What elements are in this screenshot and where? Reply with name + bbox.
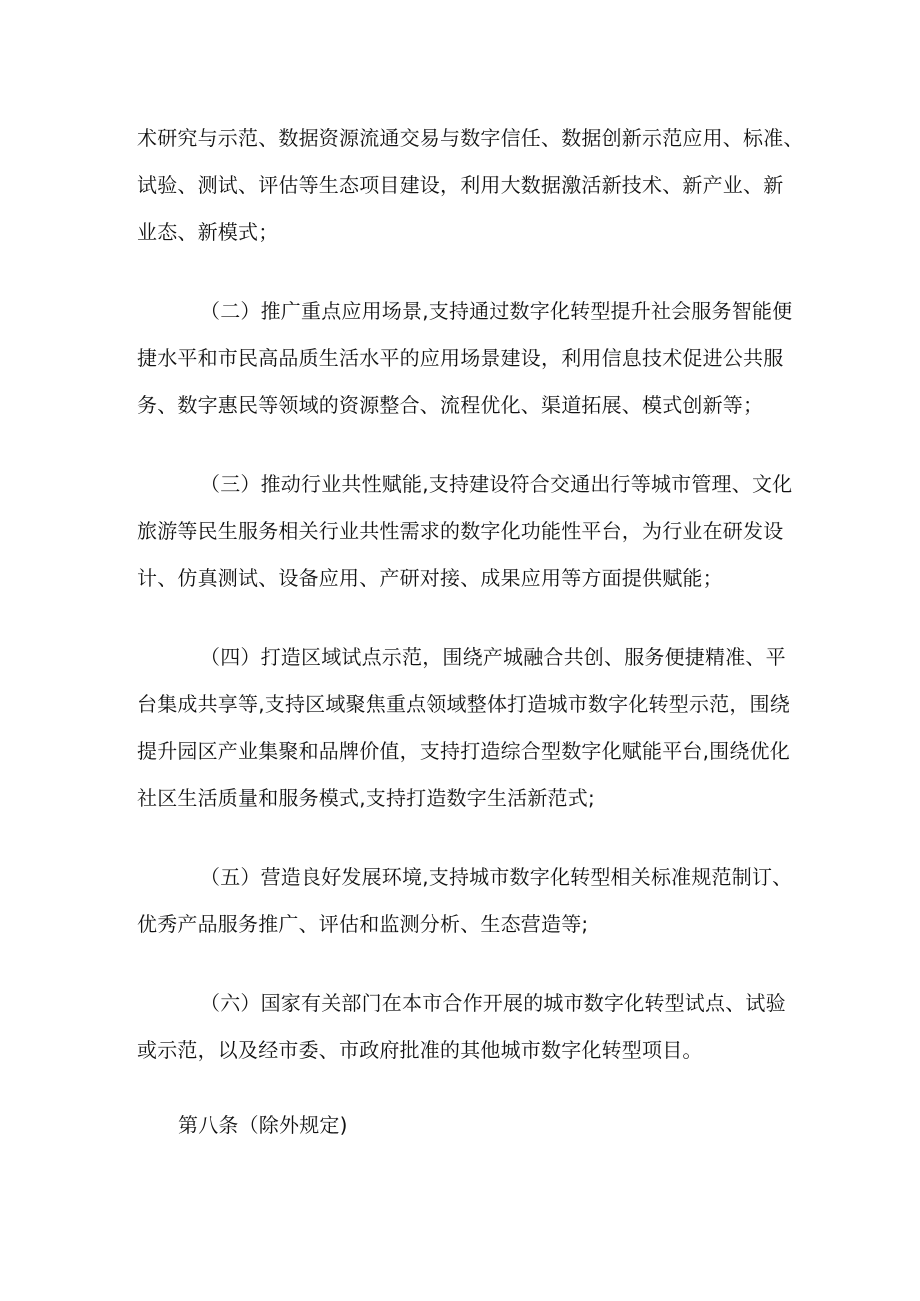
paragraph-line: 计、仿真测试、设备应用、产研对接、成果应用等方面提供赋能； xyxy=(137,566,723,590)
paragraph-line: 或示范，以及经市委、市政府批准的其他城市数字化转型项目。 xyxy=(137,1038,703,1062)
paragraph-line: 社区生活质量和服务模式,支持打造数字生活新范式; xyxy=(137,786,595,810)
paragraph-line: 优秀产品服务推广、评估和监测分析、生态营造等; xyxy=(137,912,589,936)
paragraph-line: 术研究与示范、数据资源流通交易与数字信任、数据创新示范应用、标准、 xyxy=(137,126,804,150)
article-heading: 第八条（除外规定) xyxy=(178,1113,348,1137)
paragraph-line: （六）国家有关部门在本市合作开展的城市数字化转型试点、试验 xyxy=(200,991,786,1015)
paragraph-line: （四）打造区域试点示范，围绕产城融合共创、服务便捷精准、平 xyxy=(200,645,786,669)
paragraph-line: 捷水平和市民高品质生活水平的应用场景建设，利用信息技术促进公共服 xyxy=(137,346,784,370)
paragraph-line: （三）推动行业共性赋能,支持建设符合交通出行等城市管理、文化 xyxy=(200,472,793,496)
paragraph-line: 务、数字惠民等领域的资源整合、流程优化、渠道拓展、模式创新等； xyxy=(137,393,764,417)
paragraph-line: （五）营造良好发展环境,支持城市数字化转型相关标准规范制订、 xyxy=(200,865,793,889)
paragraph-line: 业态、新模式； xyxy=(137,220,279,244)
paragraph-line: 旅游等民生服务相关行业共性需求的数字化功能性平台，为行业在研发设 xyxy=(137,519,784,543)
paragraph-line: 试验、测试、评估等生态项目建设，利用大数据激活新技术、新产业、新 xyxy=(137,173,784,197)
paragraph-line: （二）推广重点应用场景,支持通过数字化转型提升社会服务智能便 xyxy=(200,299,793,323)
paragraph-line: 台集成共享等,支持区域聚焦重点领域整体打造城市数字化转型示范，围绕 xyxy=(137,692,790,716)
paragraph-line: 提升园区产业集聚和品牌价值，支持打造综合型数字化赋能平台,围绕优化 xyxy=(137,739,790,763)
